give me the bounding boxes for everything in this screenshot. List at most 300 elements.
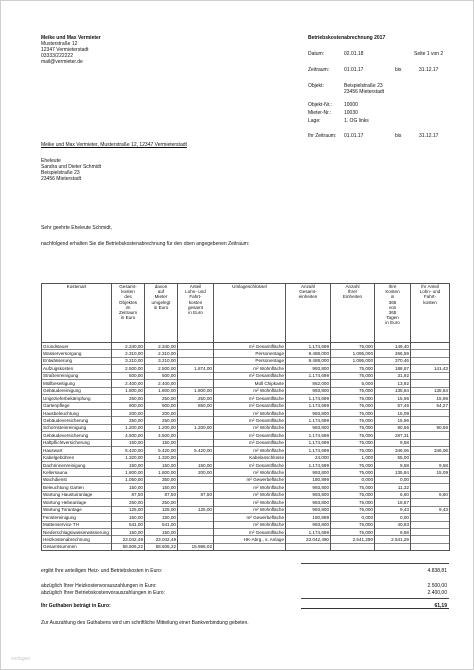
cell-ihr-anteil-lohn <box>411 454 450 461</box>
cell-umgelegt: 150,00 <box>145 462 178 469</box>
cell-umgelegt: 541,00 <box>145 521 178 528</box>
cell-umlageschluessel: m² Wohnfläche <box>214 469 286 476</box>
cell-umlageschluessel: HK-Abrg., s. Anlage <box>214 536 286 543</box>
table-row <box>42 439 450 446</box>
cell-gesamtkosten: 2.340,00 <box>112 343 145 350</box>
cell-ihre-kosten: 266,59 <box>375 350 411 357</box>
cell-umlageschluessel: m² Wohnfläche <box>214 491 286 498</box>
cell-anzahl-ihre: 75,000 <box>331 506 375 513</box>
cell-ihr-anteil-lohn <box>411 484 450 491</box>
cell-umgelegt: 58.606,22 <box>145 543 178 550</box>
cell-gesamtkosten: 1.800,00 <box>112 469 145 476</box>
cell-umgelegt: 250,00 <box>145 417 178 424</box>
cell-kostenart: Niederschlagswasserwässerung <box>42 528 112 535</box>
cell-umlageschluessel: m² Gesamtfläche <box>214 402 286 409</box>
cell-umgelegt: 150,00 <box>145 514 178 521</box>
cell-ihr-anteil-lohn <box>411 380 450 387</box>
cell-umgelegt: 4.500,00 <box>145 432 178 439</box>
header-umlageschluessel: Umlageschlüssel <box>214 284 286 343</box>
cell-ihre-kosten: 135,84 <box>375 469 411 476</box>
cell-anzahl-ihre: 75,000 <box>331 409 375 416</box>
cell-kostenart: Mattenservice TH <box>42 521 112 528</box>
cell-anteil-lohn <box>178 476 214 483</box>
header-kostenart: Kostenart <box>42 284 112 343</box>
header-ihr-anteil-lohn: Ihr Anteil Lohn- und Fahrt- kosten <box>411 284 450 343</box>
cell-ihr-anteil-lohn <box>411 528 450 535</box>
cell-umlageschluessel: m² Wohnfläche <box>214 387 286 394</box>
cell-anzahl-ihre: 75,000 <box>331 469 375 476</box>
cell-anzahl-ihre: 75,000 <box>331 491 375 498</box>
cell-anteil-lohn <box>178 536 214 543</box>
cell-gesamtkosten: 2.500,00 <box>112 365 145 372</box>
table-header-row <box>42 284 450 343</box>
cell-ihr-anteil-lohn <box>411 343 450 350</box>
cell-anteil-lohn: 5.420,00 <box>178 447 214 454</box>
recipient-line: Beispielstraße 23 <box>41 170 80 176</box>
cell-ihre-kosten: 346,06 <box>375 447 411 454</box>
cell-anteil-lohn <box>178 499 214 506</box>
sender-city: 12347 Vermieterstadt <box>41 47 89 53</box>
page-indicator: Seite 1 von 2 <box>414 51 444 57</box>
table-row <box>42 395 450 402</box>
summary-line2-label: abzüglich Ihrer Heizkostenvorauszahlungen in Euro: <box>41 583 157 589</box>
cell-kostenart: Aufzugskosten <box>42 365 112 372</box>
table-row <box>42 484 450 491</box>
cell-kostenart: Heizkostenabrechnung <box>42 536 112 543</box>
cell-gesamtkosten: 1.320,00 <box>112 454 145 461</box>
intro-text: nachfolgend erhalten Sie die Betriebskostenabrechnung für den oben angegebenen Zeitraum: <box>41 241 250 247</box>
cell-umgelegt: 1.200,00 <box>145 424 178 431</box>
cell-ihr-anteil-lohn: 6,60 <box>411 491 450 498</box>
recipient-line: 23456 Mieterstadt <box>41 176 82 182</box>
cell-kostenart: Ungezieferbekämpfung <box>42 395 112 402</box>
sender-block <box>41 35 101 65</box>
table-row <box>42 469 450 476</box>
guthaben-value: 61,19 <box>434 603 447 609</box>
cell-anzahl-gesamt: 993,800 <box>286 469 331 476</box>
cell-umgelegt: 500,00 <box>145 372 178 379</box>
sender-name: Meike und Max Vermieter <box>41 35 101 41</box>
cell-umgelegt: 350,00 <box>145 476 178 483</box>
cell-ihre-kosten: 9,58 <box>375 528 411 535</box>
summary-line2-value: 2.500,00 <box>427 583 447 589</box>
closing-note: Zur Auszahlung des Guthabens wird um schriftliche Mitteilung einer Bankverbindung gebeten. <box>41 620 249 626</box>
cell-anzahl-ihre: 75,000 <box>331 432 375 439</box>
salutation: Sehr geehrte Eheleute Schmidt, <box>41 225 112 231</box>
cell-ihre-kosten: 13,92 <box>375 380 411 387</box>
cell-anzahl-gesamt: 993,800 <box>286 424 331 431</box>
cell-anteil-lohn: 250,00 <box>178 395 214 402</box>
cell-anzahl-ihre: 75,000 <box>331 439 375 446</box>
cell-gesamtkosten: 500,00 <box>112 372 145 379</box>
table-row <box>42 432 450 439</box>
cell-ihre-kosten: 370,46 <box>375 357 411 364</box>
cell-anteil-lohn: 200,00 <box>178 469 214 476</box>
cell-umlageschluessel: m² Wohnfläche <box>214 521 286 528</box>
cell-ihr-anteil-lohn: 346,06 <box>411 447 450 454</box>
ihr-zeitraum-label: Ihr Zeitraum: <box>308 133 337 139</box>
cell-anteil-lohn <box>178 343 214 350</box>
cell-gesamtkosten: 1.200,00 <box>112 424 145 431</box>
cell-anzahl-ihre: 75,000 <box>331 343 375 350</box>
cell-gesamtkosten: 2.310,00 <box>112 350 145 357</box>
cell-anzahl-gesamt: 993,800 <box>286 491 331 498</box>
cell-ihre-kosten: 55,00 <box>375 454 411 461</box>
cell-kostenart: Wartung Hebeanlage <box>42 499 112 506</box>
header-umgelegt: davon auf Mieter umgelegt in Euro <box>145 284 178 343</box>
cell-umgelegt: 2.340,00 <box>145 343 178 350</box>
cell-umgelegt: 200,00 <box>145 409 178 416</box>
cell-anteil-lohn: 1.200,00 <box>178 424 214 431</box>
cell-kostenart: Gebäudeversicherung <box>42 417 112 424</box>
cell-kostenart: Grundsteuer <box>42 343 112 350</box>
cell-anteil-lohn: 850,00 <box>178 402 214 409</box>
cell-ihre-kosten: 18,87 <box>375 499 411 506</box>
cell-kostenart: Straßenreinigung <box>42 372 112 379</box>
cell-anzahl-ihre: 75,000 <box>331 447 375 454</box>
cell-gesamtkosten: 900,00 <box>112 402 145 409</box>
zeitraum-von: 01.01.17 <box>344 67 364 73</box>
cell-umlageschluessel: m² Wohnfläche <box>214 484 286 491</box>
cell-anzahl-gesamt: 180,899 <box>286 476 331 483</box>
cell-kostenart: Schornsteinreinigung <box>42 424 112 431</box>
cell-umgelegt: 150,00 <box>145 439 178 446</box>
ihr-zeitraum-von: 01.01.17 <box>344 133 364 139</box>
cell-ihre-kosten: 135,84 <box>375 387 411 394</box>
ihr-zeitraum-bis: 31.12.17 <box>419 133 439 139</box>
cell-gesamtkosten: 150,00 <box>112 528 145 535</box>
cell-umgelegt: 1.800,00 <box>145 387 178 394</box>
cell-kostenart: Wasserversorgung <box>42 350 112 357</box>
cell-umgelegt: 2.310,00 <box>145 350 178 357</box>
cell-anzahl-ihre: 75,000 <box>331 424 375 431</box>
cell-anzahl-ihre: 0,000 <box>331 514 375 521</box>
summary-rule <box>301 563 449 564</box>
cell-umgelegt: 125,00 <box>145 506 178 513</box>
cell-ihre-kosten: 9,58 <box>375 462 411 469</box>
guthaben-label: Ihr Guthaben beträgt in Euro: <box>41 603 111 609</box>
objekt-nr-label: Objekt-Nr.: <box>308 102 332 108</box>
cell-umlageschluessel: m² Gesamtfläche <box>214 372 286 379</box>
cell-umlageschluessel: m² Gesamtfläche <box>214 528 286 535</box>
cell-gesamtkosten: 23.042,49 <box>112 536 145 543</box>
cell-ihre-kosten: 0,00 <box>375 476 411 483</box>
sender-phone: 03333/222222 <box>41 53 73 59</box>
cell-ihre-kosten: 9,43 <box>375 506 411 513</box>
cell-anteil-lohn <box>178 484 214 491</box>
cell-gesamtkosten: 150,00 <box>112 484 145 491</box>
table-row <box>42 454 450 461</box>
cell-anteil-lohn: 1.874,00 <box>178 365 214 372</box>
recipient-block <box>41 158 101 182</box>
cell-anteil-lohn: 15.986,02 <box>178 543 214 550</box>
cell-kostenart: Gebäudereinigung <box>42 387 112 394</box>
cell-anzahl-gesamt <box>286 543 331 550</box>
cell-gesamtkosten: 150,00 <box>112 439 145 446</box>
cell-ihre-kosten: 9,58 <box>375 439 411 446</box>
cell-ihre-kosten: 188,67 <box>375 365 411 372</box>
table-row <box>42 372 450 379</box>
cell-ihr-anteil-lohn <box>411 372 450 379</box>
objekt-city: 23456 Mieterstadt <box>344 89 385 95</box>
zeitraum-bis-label: bis <box>395 67 402 73</box>
cell-umgelegt: 250,00 <box>145 499 178 506</box>
cell-ihre-kosten: 40,83 <box>375 521 411 528</box>
cell-gesamtkosten: 125,00 <box>112 506 145 513</box>
cell-kostenart: Gebäudeversicherung <box>42 432 112 439</box>
cell-umlageschluessel: m² Wohnfläche <box>214 447 286 454</box>
cell-anzahl-gesamt: 1.174,699 <box>286 447 331 454</box>
cell-umlageschluessel: m² Gesamtfläche <box>214 343 286 350</box>
cell-ihr-anteil-lohn: 9,43 <box>411 506 450 513</box>
cell-gesamtkosten: 200,00 <box>112 409 145 416</box>
cell-anzahl-gesamt: 1.174,699 <box>286 462 331 469</box>
cell-ihr-anteil-lohn: 141,43 <box>411 365 450 372</box>
zeitraum-label: Zeitraum: <box>308 67 330 73</box>
cell-anteil-lohn <box>178 417 214 424</box>
cell-anzahl-ihre: 75,000 <box>331 417 375 424</box>
cell-anzahl-gesamt: 1.174,699 <box>286 432 331 439</box>
cell-anzahl-gesamt: 1.174,699 <box>286 528 331 535</box>
cell-anzahl-gesamt: 1.174,699 <box>286 417 331 424</box>
cell-anzahl-ihre: 5,000 <box>331 380 375 387</box>
cell-ihr-anteil-lohn <box>411 357 450 364</box>
cell-ihr-anteil-lohn: 90,56 <box>411 424 450 431</box>
cell-anteil-lohn <box>178 439 214 446</box>
table-row <box>42 409 450 416</box>
cell-umgelegt: 5.420,00 <box>145 447 178 454</box>
cell-anzahl-ihre: 75,000 <box>331 528 375 535</box>
cell-ihre-kosten <box>375 543 411 550</box>
mieter-nr: 10030 <box>344 110 358 116</box>
cell-ihr-anteil-lohn: 15,09 <box>411 469 450 476</box>
table-row <box>42 499 450 506</box>
cell-anzahl-gesamt: 862,000 <box>286 380 331 387</box>
table-row <box>42 514 450 521</box>
cell-umgelegt: 900,00 <box>145 402 178 409</box>
summary-rule <box>301 598 449 599</box>
cell-anzahl-ihre: 2.541,290 <box>331 536 375 543</box>
cell-anzahl-ihre: 75,000 <box>331 372 375 379</box>
cell-ihre-kosten: 0,00 <box>375 514 411 521</box>
table-row <box>42 343 450 350</box>
cell-ihr-anteil-lohn <box>411 476 450 483</box>
cell-umlageschluessel: m² Wohnfläche <box>214 499 286 506</box>
cell-gesamtkosten: 541,00 <box>112 521 145 528</box>
table-row <box>42 357 450 364</box>
summary-line3-label: abzüglich Ihrer Betriebskostenvorauszahlungen in Euro: <box>41 590 165 596</box>
cell-kostenart: Fenstereinigung <box>42 514 112 521</box>
cell-anteil-lohn: 87,50 <box>178 491 214 498</box>
sender-email: mail@vermieter.de <box>41 59 83 65</box>
table-row <box>42 491 450 498</box>
cell-umlageschluessel: m² Gewerbefläche <box>214 514 286 521</box>
cell-umgelegt: 150,00 <box>145 484 178 491</box>
datum-value: 02.01.18 <box>344 51 364 57</box>
cell-anzahl-gesamt: 1.174,699 <box>286 343 331 350</box>
table-row <box>42 462 450 469</box>
cell-anteil-lohn: 1.800,00 <box>178 387 214 394</box>
cell-umlageschluessel: m² Gesamtfläche <box>214 462 286 469</box>
cell-umlageschluessel: m² Wohnfläche <box>214 424 286 431</box>
cell-anzahl-gesamt: 1.174,699 <box>286 395 331 402</box>
cell-kostenart: Wartung Torantage <box>42 506 112 513</box>
header-anzahl-gesamt: Anzahl Gesamt- einheiten <box>286 284 331 343</box>
recipient-line: Sandra und Dieter Schmidt <box>41 164 102 170</box>
header-anteil-lohn: Anteil Lohn- und Fahrt- kosten gesamt in Euro <box>178 284 214 343</box>
cell-anzahl-ihre: 1.095,000 <box>331 350 375 357</box>
cell-anzahl-ihre: 75,000 <box>331 499 375 506</box>
cell-kostenart: Wachdienst <box>42 476 112 483</box>
recipient-line: Eheleute <box>41 158 61 164</box>
cell-umlageschluessel: m² Gewerbefläche <box>214 476 286 483</box>
cell-anzahl-gesamt: 180,899 <box>286 514 331 521</box>
cell-ihr-anteil-lohn <box>411 432 450 439</box>
cell-ihr-anteil-lohn <box>411 439 450 446</box>
cell-umgelegt: 87,50 <box>145 491 178 498</box>
cell-anzahl-gesamt: 9.488,000 <box>286 357 331 364</box>
table-row <box>42 402 450 409</box>
cell-umlageschluessel: m² Gesamtfläche <box>214 439 286 446</box>
cell-gesamtkosten: 250,00 <box>112 499 145 506</box>
cell-umgelegt: 150,00 <box>145 528 178 535</box>
table-row <box>42 476 450 483</box>
cell-anzahl-ihre: 1,000 <box>331 454 375 461</box>
cell-ihr-anteil-lohn <box>411 409 450 416</box>
cell-anteil-lohn: 125,00 <box>178 506 214 513</box>
cell-anzahl-ihre: 75,000 <box>331 365 375 372</box>
cell-ihre-kosten: 15,09 <box>375 409 411 416</box>
cell-kostenart: Gesamtsummen <box>42 543 112 550</box>
cell-ihr-anteil-lohn <box>411 536 450 543</box>
table-row <box>42 521 450 528</box>
cell-umgelegt: 1.800,00 <box>145 469 178 476</box>
cell-ihr-anteil-lohn: 54,27 <box>411 402 450 409</box>
cell-ihr-anteil-lohn: 9,58 <box>411 462 450 469</box>
cell-umlageschluessel: Müll Chipkarte <box>214 380 286 387</box>
cell-anzahl-gesamt: 1.174,699 <box>286 372 331 379</box>
cell-anzahl-ihre: 75,000 <box>331 521 375 528</box>
cell-anzahl-gesamt: 993,800 <box>286 499 331 506</box>
cell-umlageschluessel: Personentage <box>214 350 286 357</box>
cell-kostenart: Kabelgebühren <box>42 454 112 461</box>
cell-ihre-kosten: 149,40 <box>375 343 411 350</box>
cell-ihre-kosten: 2.541,29 <box>375 536 411 543</box>
cell-anteil-lohn <box>178 409 214 416</box>
mieter-nr-label: Mieter-Nr.: <box>308 110 332 116</box>
header-ihre-kosten: Ihre Kosten in 365 von 365 Tagen in Euro <box>375 284 411 343</box>
cell-kostenart: Dachrinnenreinigung <box>42 462 112 469</box>
cell-gesamtkosten: 3.210,00 <box>112 357 145 364</box>
cell-gesamtkosten: 250,00 <box>112 395 145 402</box>
summary-line3-value: 2.400,00 <box>427 590 447 596</box>
cell-umlageschluessel: m² Wohnfläche <box>214 409 286 416</box>
table-row <box>42 387 450 394</box>
cell-ihr-anteil-lohn <box>411 521 450 528</box>
cell-ihre-kosten: 57,46 <box>375 402 411 409</box>
cell-anteil-lohn <box>178 528 214 535</box>
cell-anzahl-gesamt: 993,800 <box>286 484 331 491</box>
cell-anzahl-ihre: 75,000 <box>331 402 375 409</box>
cell-anzahl-ihre <box>331 543 375 550</box>
cell-umgelegt: 3.210,00 <box>145 357 178 364</box>
cell-umgelegt: 23.042,49 <box>145 536 178 543</box>
cell-kostenart: Wartung Haustuiranlage <box>42 491 112 498</box>
cell-umlageschluessel: m² Wohnfläche <box>214 506 286 513</box>
table-sum-row <box>42 543 450 550</box>
lage-label: Lage: <box>308 118 321 124</box>
cell-anteil-lohn <box>178 432 214 439</box>
summary-line1-label: ergibt Ihre anteiligen Heiz- und Betriebskosten in Euro: <box>41 568 163 574</box>
cell-umlageschluessel: m² Gesamtfläche <box>214 395 286 402</box>
cell-umgelegt: 1.320,00 <box>145 454 178 461</box>
cell-anzahl-gesamt: 1.174,699 <box>286 402 331 409</box>
cell-ihre-kosten: 287,31 <box>375 432 411 439</box>
cell-kostenart: Gartenpflege <box>42 402 112 409</box>
cell-kostenart: Müllbeseitigung <box>42 380 112 387</box>
cell-ihr-anteil-lohn: 135,84 <box>411 387 450 394</box>
cell-gesamtkosten: 150,00 <box>112 462 145 469</box>
cell-ihre-kosten: 90,56 <box>375 424 411 431</box>
table-row <box>42 447 450 454</box>
cell-kostenart: Kellersauna <box>42 469 112 476</box>
cell-ihr-anteil-lohn <box>411 417 450 424</box>
cell-gesamtkosten: 250,00 <box>112 417 145 424</box>
table-row <box>42 417 450 424</box>
cell-anzahl-gesamt: 9.488,000 <box>286 350 331 357</box>
cell-umgelegt: 2.500,00 <box>145 365 178 372</box>
objekt-label: Objekt: <box>308 83 324 89</box>
table-row <box>42 528 450 535</box>
cost-table <box>41 283 450 551</box>
cell-ihr-anteil-lohn <box>411 543 450 550</box>
datum-label: Datum: <box>308 51 325 57</box>
cell-anteil-lohn <box>178 380 214 387</box>
cell-anzahl-gesamt: 993,800 <box>286 387 331 394</box>
cell-gesamtkosten: 2.400,00 <box>112 380 145 387</box>
cell-anteil-lohn <box>178 454 214 461</box>
cell-gesamtkosten: 5.420,00 <box>112 447 145 454</box>
cell-gesamtkosten: 150,00 <box>112 514 145 521</box>
cell-kostenart: Entwässerung <box>42 357 112 364</box>
cell-anteil-lohn <box>178 350 214 357</box>
cell-anzahl-ihre: 1.095,000 <box>331 357 375 364</box>
cell-ihre-kosten: 11,32 <box>375 484 411 491</box>
cell-anzahl-ihre: 75,000 <box>331 462 375 469</box>
cell-anzahl-ihre: 75,000 <box>331 387 375 394</box>
summary-line1-value: 4.838,81 <box>427 568 447 574</box>
cell-kostenart: Beleuchtung Garten <box>42 484 112 491</box>
zeitraum-bis: 31.12.17 <box>419 67 439 73</box>
cell-anzahl-gesamt: 993,800 <box>286 521 331 528</box>
cell-anteil-lohn <box>178 521 214 528</box>
cell-kostenart: Haftpflichtversicherung <box>42 439 112 446</box>
cell-ihr-anteil-lohn <box>411 514 450 521</box>
objekt-nr: 10000 <box>344 102 358 108</box>
cell-umlageschluessel: m² Gesamtfläche <box>214 432 286 439</box>
cell-umlageschluessel <box>214 543 286 550</box>
objekt-street: Beispielstraße 23 <box>344 83 383 89</box>
cell-gesamtkosten: 1.050,00 <box>112 476 145 483</box>
cell-kostenart: Hausbeleuchtung <box>42 409 112 416</box>
cell-anzahl-gesamt: 993,800 <box>286 409 331 416</box>
cell-umlageschluessel: m² Wohnfläche <box>214 365 286 372</box>
cell-umgelegt: 250,00 <box>145 395 178 402</box>
cost-table-body <box>42 343 450 551</box>
cell-gesamtkosten: 87,50 <box>112 491 145 498</box>
table-row <box>42 536 450 543</box>
cell-anzahl-ihre: 75,000 <box>331 395 375 402</box>
